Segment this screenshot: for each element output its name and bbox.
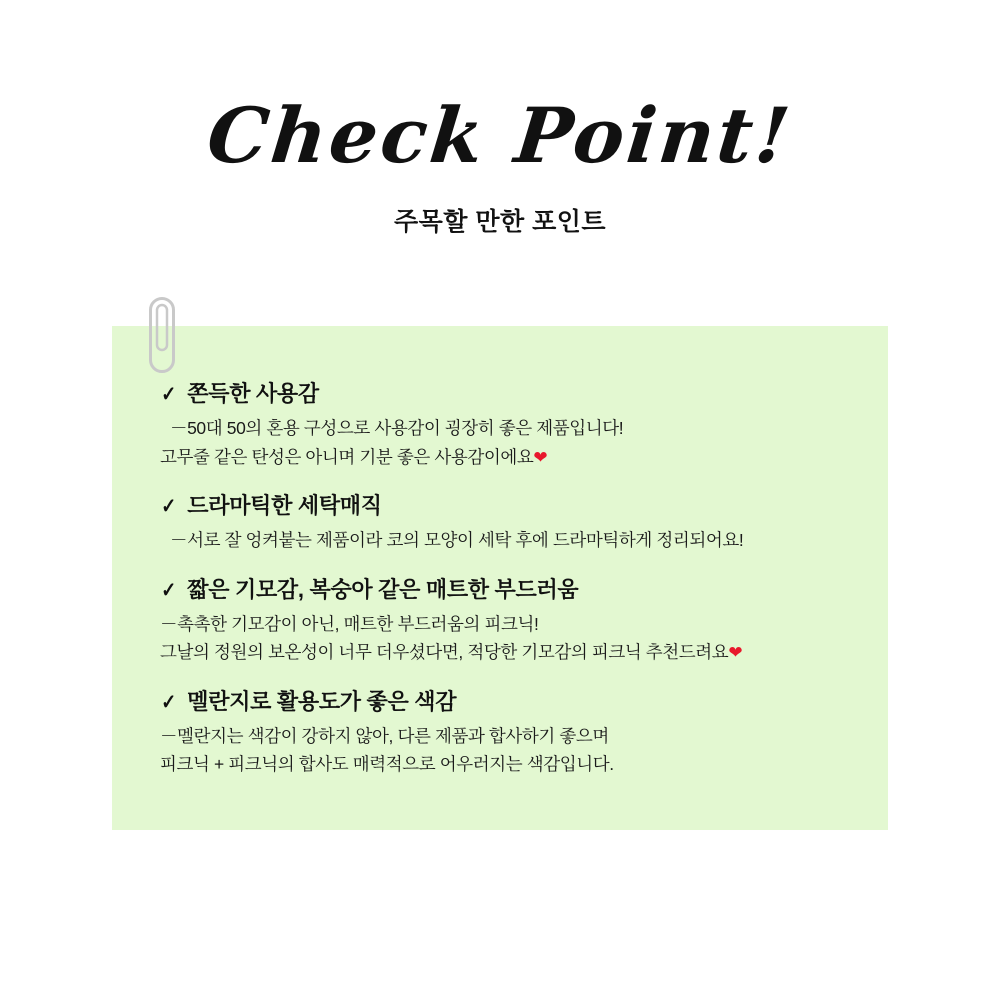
point-line: －서로 잘 엉켜붙는 제품이라 코의 모양이 세탁 후에 드라마틱하게 정리되어요! [170, 530, 744, 551]
point-line: －멜란지는 색감이 강하지 않아, 다른 제품과 합사하기 좋으며 [160, 725, 609, 746]
point-line: 그날의 정원의 보온성이 너무 더우셨다면, 적당한 기모감의 피크닉 추천드려요 [160, 642, 729, 662]
point-heading-text: 짧은 기모감, 복숭아 같은 매트한 부드러움 [187, 576, 579, 602]
title-block [0, 91, 1000, 238]
point-line-row [160, 444, 858, 471]
point-heading [160, 576, 858, 604]
paperclip-icon [148, 296, 176, 374]
list-item [160, 576, 858, 666]
point-heading-text: 쫀득한 사용감 [187, 381, 319, 406]
check-icon: ✓ [161, 578, 176, 602]
heart-icon: ❤ [533, 447, 548, 467]
point-heading [160, 380, 858, 408]
point-line: －촉촉한 기모감이 아닌, 매트한 부드러움의 피크닉! [160, 613, 539, 634]
list-item [160, 492, 858, 554]
list-item [160, 688, 858, 778]
page-title: Check Point! [203, 91, 797, 180]
point-line-row [160, 639, 858, 666]
check-icon: ✓ [161, 495, 176, 518]
check-icon: ✓ [161, 690, 176, 714]
point-line: 고무줄 같은 탄성은 아니며 기분 좋은 사용감이에요 [160, 446, 534, 467]
point-line: 피크닉 + 피크닉의 합사도 매력적으로 어우러지는 색감입니다. [160, 754, 614, 774]
point-heading-text: 멜란지로 활용도가 좋은 색감 [187, 688, 457, 714]
points-list [112, 326, 888, 830]
point-heading [160, 688, 858, 716]
point-heading [160, 492, 858, 520]
point-line: －50대 50의 혼용 구성으로 사용감이 굉장히 좋은 제품입니다! [170, 418, 624, 439]
heart-icon: ❤ [728, 643, 743, 662]
point-heading-text: 드라마틱한 세탁매직 [187, 493, 382, 518]
page-subtitle: 주목할 만한 포인트 [393, 207, 607, 236]
check-icon: ✓ [161, 383, 176, 406]
list-item [160, 380, 858, 470]
